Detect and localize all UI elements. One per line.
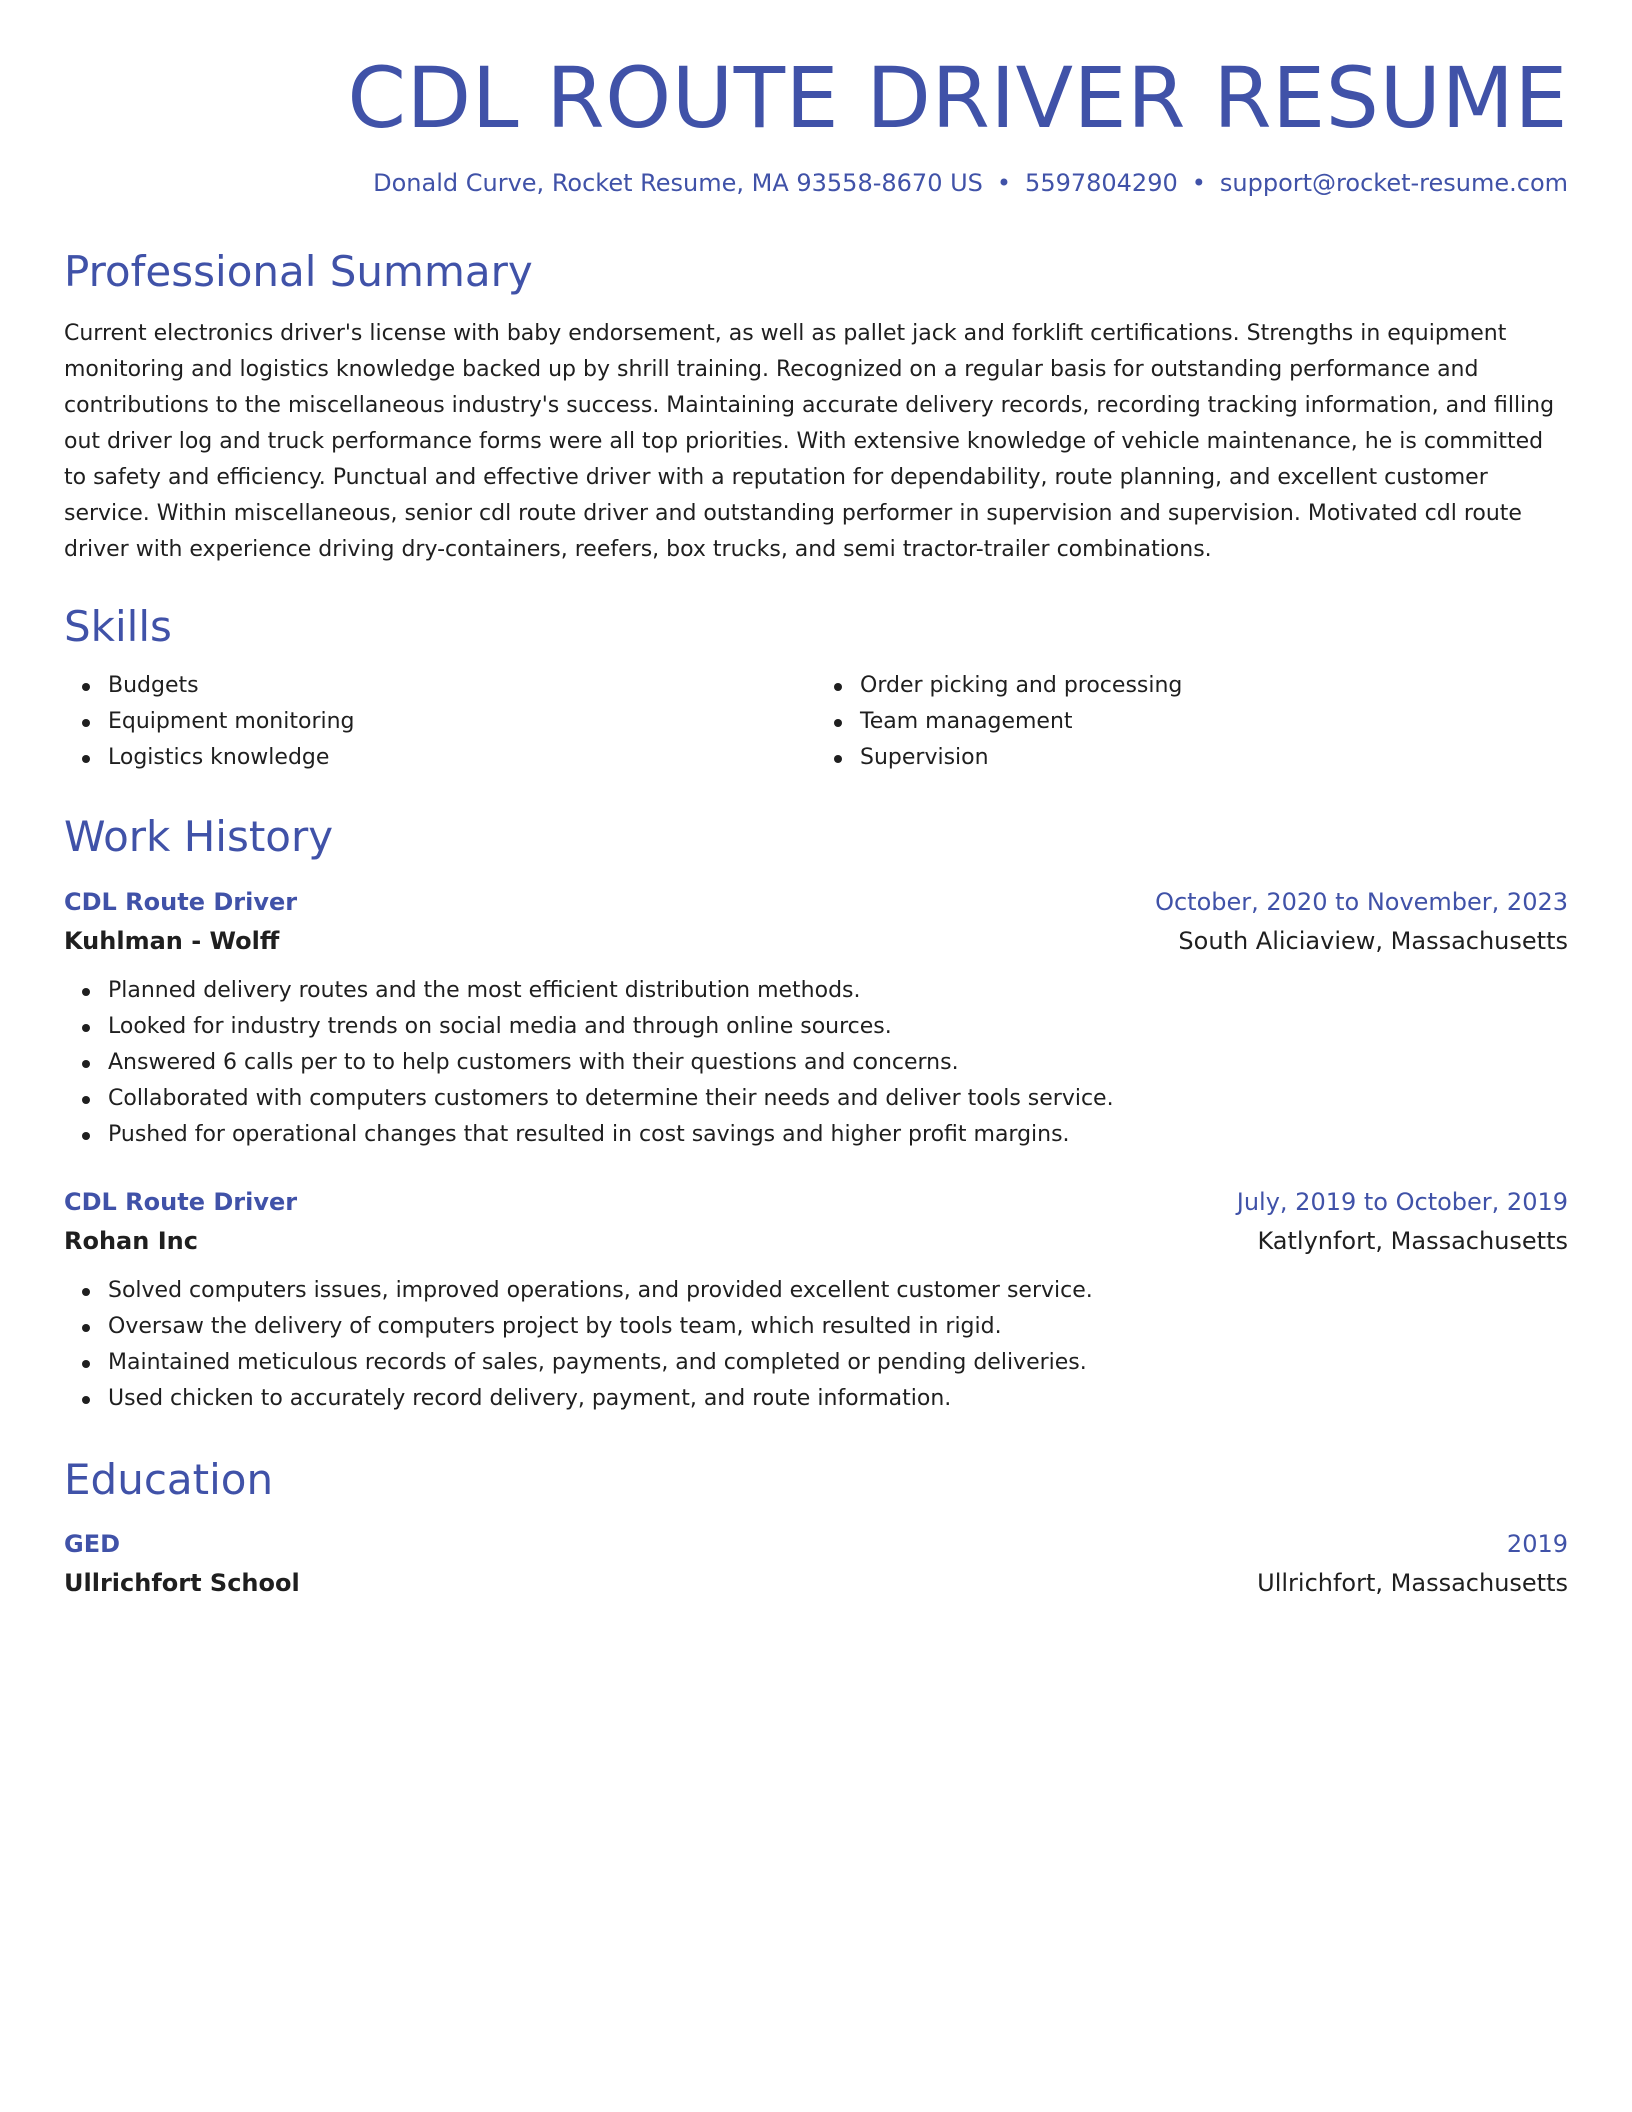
- professional-summary-section: [64, 247, 1568, 567]
- job-duty-item: Oversaw the delivery of computers project by tools team, which resulted in rigid.: [108, 1309, 1568, 1345]
- skill-item: Supervision: [860, 740, 1568, 776]
- contact-phone: 5597804290: [1025, 168, 1178, 197]
- professional-summary-text: Current electronics driver's license with baby endorsement, as well as pallet jack and forklift certifications. Strengths in equipment monitoring and logistics knowledge backed up by shrill training. Recognized on a regular basis for outstanding performance and contributions to the miscellaneous industry's success. Maintaining accurate delivery records, recording tracking information, and filling out driver log and truck performance forms were all top priorities. With extensive knowledge of vehicle maintenance, he is committed to safety and efficiency. Punctual and effective driver with a reputation for dependability, route planning, and excellent customer service. Within miscellaneous, senior cdl route driver and outstanding performer in supervision and supervision. Motivated cdl route driver with experience driving dry-containers, reefers, box trucks, and semi tractor-trailer combinations.: [64, 320, 1555, 562]
- education-section: [64, 1455, 1568, 1603]
- education-degree: GED: [64, 1529, 121, 1558]
- job-duty-item: Answered 6 calls per to to help customers with their questions and concerns.: [108, 1045, 1568, 1081]
- skills-grid: [64, 668, 1568, 776]
- work-history-section: [64, 812, 1568, 1416]
- job-company: Kuhlman - Wolff: [64, 926, 280, 955]
- job-duties-list: [64, 1273, 1568, 1417]
- skills-section: [64, 602, 1568, 776]
- job-title-row: [64, 883, 1568, 921]
- education-school: Ullrichfort School: [64, 1568, 300, 1597]
- skill-item: Budgets: [108, 668, 816, 704]
- job-title-row: [64, 1183, 1568, 1221]
- job-company-row: [64, 921, 1568, 961]
- professional-summary-heading: Professional Summary: [64, 247, 533, 297]
- contact-email: support@rocket-resume.com: [1219, 168, 1568, 197]
- job-dates: July, 2019 to October, 2019: [1236, 1187, 1568, 1216]
- resume-header: [64, 0, 1568, 197]
- job-duty-item: Solved computers issues, improved operations, and provided excellent customer service.: [108, 1273, 1568, 1309]
- education-heading: Education: [64, 1454, 274, 1504]
- skills-list-left: [64, 668, 816, 776]
- skill-item: Logistics knowledge: [108, 740, 816, 776]
- education-degree-row: [64, 1525, 1568, 1563]
- job-dates: October, 2020 to November, 2023: [1155, 887, 1568, 916]
- job-duty-item: Maintained meticulous records of sales, payments, and completed or pending deliveries.: [108, 1345, 1568, 1381]
- job-entry: [64, 883, 1568, 1153]
- job-location: South Aliciaview, Massachusetts: [1178, 926, 1568, 955]
- skill-item: Equipment monitoring: [108, 704, 816, 740]
- job-duty-item: Looked for industry trends on social media and through online sources.: [108, 1009, 1568, 1045]
- job-title: CDL Route Driver: [64, 1187, 298, 1216]
- work-history-heading: Work History: [64, 812, 334, 862]
- job-duties-list: [64, 973, 1568, 1153]
- skill-item: Team management: [860, 704, 1568, 740]
- job-entry: [64, 1183, 1568, 1417]
- contact-address: Donald Curve, Rocket Resume, MA 93558-8670 US: [373, 168, 983, 197]
- skill-item: Order picking and processing: [860, 668, 1568, 704]
- job-company-row: [64, 1221, 1568, 1261]
- job-company: Rohan Inc: [64, 1226, 198, 1255]
- education-year: 2019: [1506, 1529, 1568, 1558]
- resume-title: CDL ROUTE DRIVER RESUME: [347, 49, 1568, 147]
- contact-separator: •: [1191, 168, 1206, 197]
- contact-separator: •: [996, 168, 1012, 197]
- job-location: Katlynfort, Massachusetts: [1257, 1226, 1568, 1255]
- skills-heading: Skills: [64, 601, 172, 651]
- skills-list-right: [816, 668, 1568, 776]
- education-school-row: [64, 1563, 1568, 1603]
- education-location: Ullrichfort, Massachusetts: [1257, 1568, 1568, 1597]
- job-duty-item: Planned delivery routes and the most efficient distribution methods.: [108, 973, 1568, 1009]
- job-duty-item: Pushed for operational changes that resulted in cost savings and higher profit margins.: [108, 1117, 1568, 1153]
- contact-line: [64, 169, 1568, 198]
- job-duty-item: Used chicken to accurately record delivery, payment, and route information.: [108, 1381, 1568, 1417]
- education-entry: [64, 1525, 1568, 1603]
- job-title: CDL Route Driver: [64, 887, 298, 916]
- job-duty-item: Collaborated with computers customers to determine their needs and deliver tools service.: [108, 1081, 1568, 1117]
